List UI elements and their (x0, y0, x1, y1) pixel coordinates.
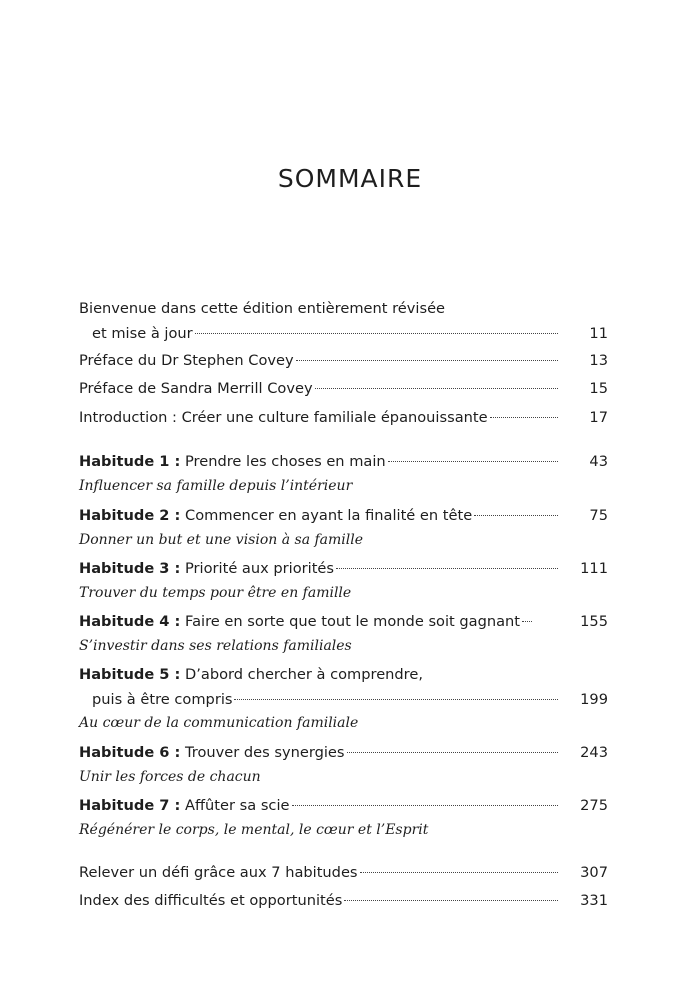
toc-entry-welcome-cont[interactable] (79, 323, 608, 345)
dot-leader (195, 333, 558, 334)
toc-entry-preface-sandra[interactable] (79, 378, 608, 400)
page-number: 111 (580, 560, 608, 577)
habit-subtitle: S’investir dans ses relations familiales (79, 638, 352, 654)
habit-title: Faire en sorte que tout le monde soit gagnant (185, 613, 521, 630)
entry-label: Introduction : Créer une culture familiale épanouissante (79, 409, 488, 426)
page-number: 17 (589, 409, 608, 426)
toc-entry-habit-5[interactable] (79, 664, 608, 686)
habit-title: D’abord chercher à comprendre, (185, 666, 423, 683)
page-number: 75 (589, 507, 608, 524)
habit-prefix: Habitude 6 : (79, 744, 181, 761)
habit-subtitle: Régénérer le corps, le mental, le cœur et l’Esprit (79, 822, 429, 838)
dot-leader (347, 752, 559, 753)
entry-label (79, 795, 290, 817)
toc-entry-preface-stephen[interactable] (79, 350, 608, 372)
dot-leader (234, 699, 558, 700)
habit-prefix: Habitude 5 : (79, 666, 181, 683)
entry-label: Préface du Dr Stephen Covey (79, 352, 294, 369)
page-number: 13 (589, 352, 608, 369)
dot-leader (360, 872, 558, 873)
entry-label (79, 742, 345, 764)
toc-entry-index[interactable] (79, 890, 608, 912)
habit-prefix: Habitude 3 : (79, 560, 181, 577)
habit-title: Priorité aux priorités (185, 560, 335, 577)
dot-leader (296, 360, 558, 361)
entry-label: Préface de Sandra Merrill Covey (79, 380, 313, 397)
toc-entry-habit-2[interactable] (79, 505, 608, 527)
habit-subtitle: Donner un but et une vision à sa famille (79, 532, 364, 548)
habit-subtitle: Au cœur de la communication familiale (79, 715, 359, 731)
entry-label: Relever un défi grâce aux 7 habitudes (79, 864, 358, 881)
entry-label (79, 611, 520, 633)
page-number: 307 (580, 864, 608, 881)
entry-label (79, 451, 386, 473)
toc-entry-habit-3[interactable] (79, 558, 608, 580)
toc-entry-habit-6[interactable] (79, 742, 608, 764)
page-number: 155 (580, 613, 608, 630)
habit-title: Trouver des synergies (185, 744, 345, 761)
page-number: 331 (580, 892, 608, 909)
page-number: 11 (589, 325, 608, 342)
toc-entry-habit-7[interactable] (79, 795, 608, 817)
toc-entry-habit-5-cont[interactable] (79, 689, 608, 711)
dot-leader (388, 461, 558, 462)
entry-label (79, 505, 472, 527)
habit-subtitle: Trouver du temps pour être en famille (79, 585, 352, 601)
dot-leader (522, 621, 532, 622)
entry-label: Index des difficultés et opportunités (79, 892, 343, 909)
toc-entry-welcome[interactable] (79, 298, 608, 320)
page-number: 275 (580, 797, 608, 814)
dot-leader (336, 568, 558, 569)
habit-title: Affûter sa scie (185, 797, 290, 814)
dot-leader (474, 515, 558, 516)
dot-leader (315, 388, 558, 389)
page-number: 43 (589, 453, 608, 470)
page-number: 243 (580, 744, 608, 761)
habit-subtitle: Influencer sa famille depuis l’intérieur (79, 478, 353, 494)
habit-prefix: Habitude 1 : (79, 453, 181, 470)
habit-prefix: Habitude 2 : (79, 507, 181, 524)
entry-label (79, 664, 423, 686)
dot-leader (344, 900, 558, 901)
habit-title: Commencer en ayant la finalité en tête (185, 507, 473, 524)
dot-leader (292, 805, 559, 806)
habit-prefix: Habitude 4 : (79, 613, 181, 630)
habit-prefix: Habitude 7 : (79, 797, 181, 814)
page-title: SOMMAIRE (277, 164, 423, 193)
habit-title-continued: puis à être compris (92, 691, 233, 708)
habit-title: Prendre les choses en main (185, 453, 386, 470)
entry-label (79, 558, 334, 580)
toc-entry-habit-4[interactable] (79, 611, 608, 633)
toc-entry-challenge[interactable] (79, 862, 608, 884)
toc-entry-introduction[interactable] (79, 407, 608, 429)
habit-subtitle: Unir les forces de chacun (79, 769, 261, 785)
page-number: 199 (580, 691, 608, 708)
page-number: 15 (589, 380, 608, 397)
entry-label: Bienvenue dans cette édition entièrement révisée (79, 300, 446, 317)
toc-entry-habit-1[interactable] (79, 451, 608, 473)
entry-label: et mise à jour (92, 325, 193, 342)
dot-leader (490, 417, 558, 418)
